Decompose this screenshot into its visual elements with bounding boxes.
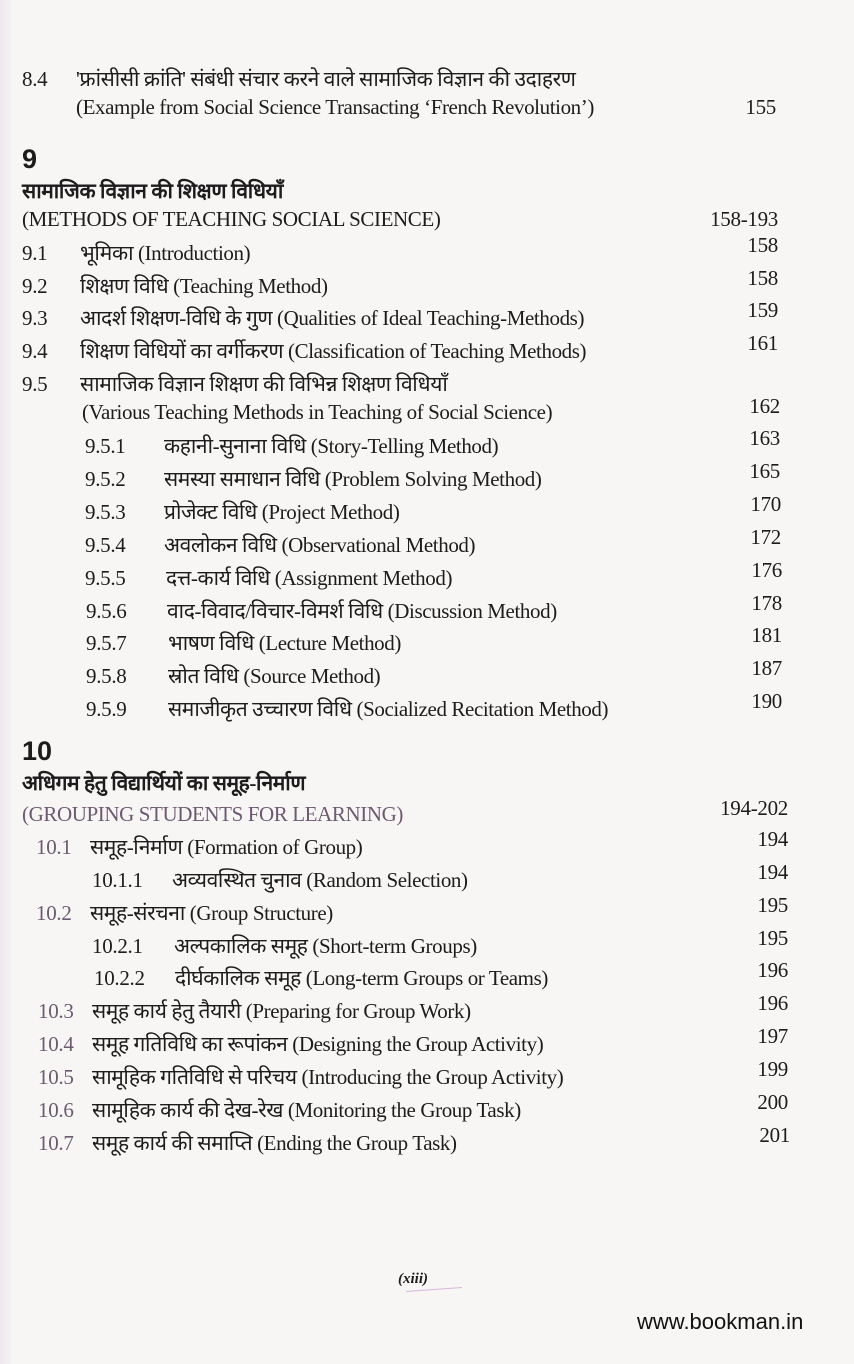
entry-number: 10.2.1 — [92, 934, 143, 958]
toc-entry — [0, 233, 854, 268]
entry-number: 10.2 — [36, 901, 72, 925]
entry-page: 161 — [747, 331, 778, 355]
chapter-9-title-english — [0, 204, 854, 234]
chapter-10-title-english — [0, 796, 854, 829]
entry-title-english: (Various Teaching Methods in Teaching of Social Science) — [82, 400, 553, 424]
toc-entry — [0, 991, 854, 1026]
toc-subentry — [0, 926, 854, 961]
entry-title: सामूहिक कार्य की देख-रेख (Monitoring the Group Task) — [92, 1098, 521, 1122]
page-number: (xiii) — [398, 1271, 428, 1287]
toc-subentry — [0, 492, 854, 527]
entry-title: समाजीकृत उच्चारण विधि (Socialized Recitation Method) — [168, 697, 609, 721]
toc-subentry — [0, 459, 854, 494]
entry-number: 9.5.6 — [86, 599, 127, 623]
entry-page: 201 — [759, 1123, 790, 1147]
toc-entry — [0, 893, 854, 928]
entry-number: 10.7 — [38, 1131, 74, 1155]
entry-page: 190 — [751, 689, 782, 713]
toc-subentry — [0, 591, 854, 626]
entry-number: 9.5.3 — [85, 500, 126, 524]
entry-title: सामाजिक विज्ञान शिक्षण की विभिन्न शिक्षण विधियाँ — [80, 372, 448, 396]
toc-entry — [0, 827, 854, 862]
toc-subentry — [0, 958, 854, 993]
toc-entry — [0, 369, 854, 399]
entry-title: समूह कार्य हेतु तैयारी (Preparing for Group Work) — [92, 999, 471, 1023]
entry-number: 9.1 — [22, 241, 48, 265]
watermark-url: www.bookman.in — [637, 1309, 804, 1334]
entry-page: 170 — [750, 492, 781, 516]
entry-number: 9.4 — [22, 339, 48, 363]
entry-title: अल्पकालिक समूह (Short-term Groups) — [174, 934, 477, 958]
entry-title-hindi: 'फ्रांसीसी क्रांति' संबंधी संचार करने वाले सामाजिक विज्ञान की उदाहरण — [76, 67, 576, 91]
entry-number: 10.2.2 — [94, 966, 145, 990]
entry-number: 10.1 — [36, 835, 72, 859]
toc-subentry — [0, 656, 854, 691]
entry-title: भाषण विधि (Lecture Method) — [168, 631, 401, 655]
entry-number: 9.5.4 — [85, 533, 126, 557]
entry-page: 158 — [747, 233, 778, 257]
toc-entry — [0, 1024, 854, 1059]
toc-entry-8-4-english — [0, 92, 854, 122]
chapter-title-hindi: सामाजिक विज्ञान की शिक्षण विधियाँ — [22, 179, 283, 203]
entry-title: अव्यवस्थित चुनाव (Random Selection) — [172, 868, 468, 892]
toc-entry-continued — [0, 394, 854, 427]
entry-page: 195 — [757, 926, 788, 950]
chapter-10-heading — [0, 736, 854, 770]
entry-page: 178 — [751, 591, 782, 615]
chapter-title-english: (METHODS OF TEACHING SOCIAL SCIENCE) — [22, 207, 441, 231]
chapter-9-heading — [0, 144, 854, 178]
entry-title: शिक्षण विधियों का वर्गीकरण (Classification of Teaching Methods) — [80, 339, 587, 363]
entry-title: दत्त-कार्य विधि (Assignment Method) — [166, 566, 453, 590]
entry-title: समूह-निर्माण (Formation of Group) — [90, 835, 363, 859]
toc-entry — [0, 1057, 854, 1092]
toc-subentry — [0, 426, 854, 461]
entry-number: 9.5.9 — [86, 697, 127, 721]
entry-title: अवलोकन विधि (Observational Method) — [164, 533, 476, 557]
entry-number: 10.3 — [38, 999, 74, 1023]
toc-subentry — [0, 525, 854, 560]
toc-subentry — [0, 623, 854, 658]
toc-subentry — [0, 860, 854, 895]
entry-page: 163 — [749, 426, 780, 450]
entry-number: 9.5.1 — [85, 434, 126, 458]
toc-subentry — [0, 689, 854, 724]
toc-entry — [0, 266, 854, 301]
toc-subentry — [0, 558, 854, 593]
entry-title: समूह कार्य की समाप्ति (Ending the Group Task) — [92, 1131, 457, 1155]
entry-page: 172 — [750, 525, 781, 549]
entry-title: समूह-संरचना (Group Structure) — [90, 901, 333, 925]
entry-page: 194 — [757, 860, 788, 884]
entry-page: 196 — [757, 991, 788, 1015]
entry-page: 155 — [745, 95, 776, 119]
chapter-pages: 158-193 — [710, 207, 778, 231]
entry-page: 194 — [757, 827, 788, 851]
entry-page: 158 — [747, 266, 778, 290]
entry-number: 10.1.1 — [92, 868, 143, 892]
entry-page: 196 — [757, 958, 788, 982]
entry-title: प्रोजेक्ट विधि (Project Method) — [164, 500, 400, 524]
toc-entry-8-4 — [0, 64, 854, 94]
entry-number: 9.5.8 — [86, 664, 127, 688]
entry-title: वाद-विवाद/विचार-विमर्श विधि (Discussion Method) — [167, 599, 557, 623]
entry-title: भूमिका (Introduction) — [80, 241, 251, 265]
entry-number: 9.5.7 — [86, 631, 127, 655]
entry-page: 200 — [757, 1090, 788, 1114]
entry-number: 9.5.5 — [85, 566, 126, 590]
chapter-number: 10 — [22, 736, 53, 766]
entry-title: दीर्घकालिक समूह (Long-term Groups or Teams) — [175, 966, 548, 990]
entry-title: कहानी-सुनाना विधि (Story-Telling Method) — [164, 434, 499, 458]
entry-number: 9.5 — [22, 372, 48, 396]
entry-number: 8.4 — [22, 67, 48, 91]
entry-page: 159 — [747, 298, 778, 322]
entry-number: 9.5.2 — [85, 467, 126, 491]
entry-number: 10.5 — [38, 1065, 74, 1089]
entry-title: समूह गतिविधि का रूपांकन (Designing the Group Activity) — [92, 1032, 544, 1056]
entry-page: 181 — [751, 623, 782, 647]
chapter-title-english: (GROUPING STUDENTS FOR LEARNING) — [22, 802, 403, 826]
entry-page: 176 — [751, 558, 782, 582]
toc-entry — [0, 1123, 854, 1158]
entry-title: सामूहिक गतिविधि से परिचय (Introducing the Group Activity) — [92, 1065, 564, 1089]
entry-page: 187 — [751, 656, 782, 680]
toc-entry — [0, 298, 854, 333]
toc-entry — [0, 1090, 854, 1125]
entry-page: 195 — [757, 893, 788, 917]
chapter-title-hindi: अधिगम हेतु विद्यार्थियों का समूह-निर्माण — [22, 771, 306, 795]
entry-title: स्रोत विधि (Source Method) — [168, 664, 381, 688]
chapter-pages: 194-202 — [720, 796, 788, 820]
entry-page: 199 — [757, 1057, 788, 1081]
entry-title: शिक्षण विधि (Teaching Method) — [80, 274, 328, 298]
entry-number: 9.3 — [22, 306, 48, 330]
entry-title: आदर्श शिक्षण-विधि के गुण (Qualities of Ideal Teaching-Methods) — [80, 306, 585, 330]
entry-title-english: (Example from Social Science Transacting ‘French Revolution’) — [76, 95, 594, 119]
entry-page: 165 — [749, 459, 780, 483]
chapter-9-title-hindi — [0, 176, 854, 206]
entry-title: समस्या समाधान विधि (Problem Solving Method) — [164, 467, 542, 491]
chapter-number: 9 — [22, 144, 38, 174]
entry-number: 10.6 — [38, 1098, 74, 1122]
entry-page: 197 — [757, 1024, 788, 1048]
toc-entry — [0, 331, 854, 366]
entry-number: 10.4 — [38, 1032, 74, 1056]
entry-page: 162 — [749, 394, 780, 418]
entry-number: 9.2 — [22, 274, 48, 298]
